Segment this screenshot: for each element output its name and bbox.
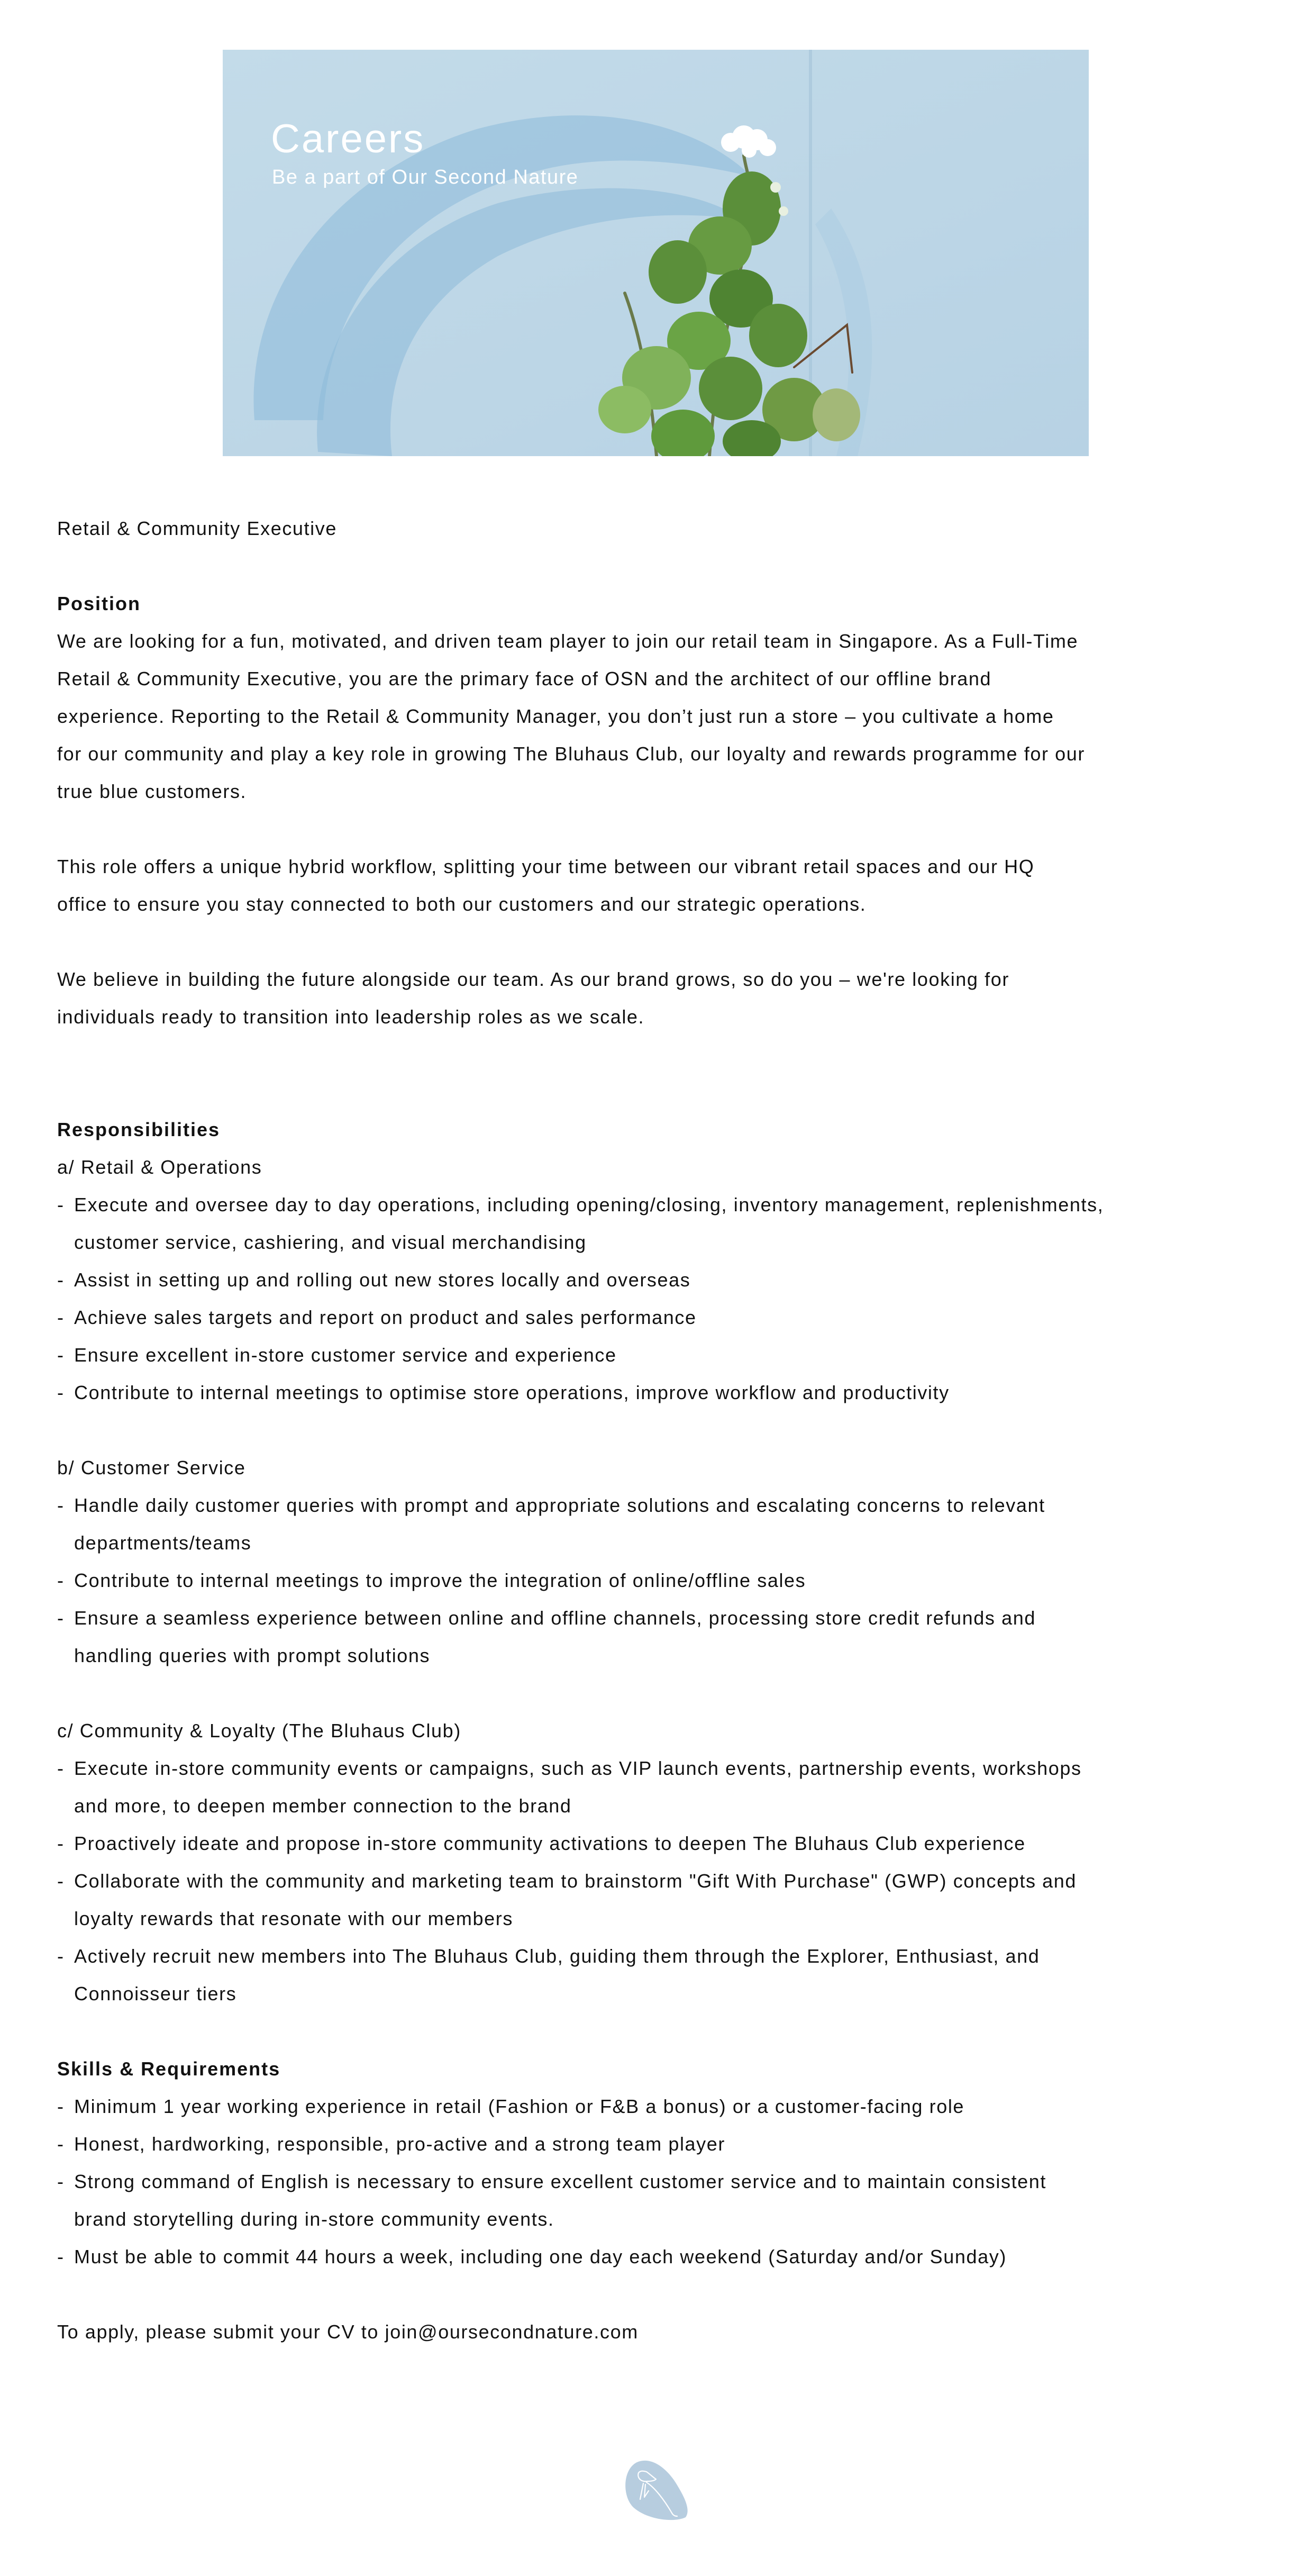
careers-banner bbox=[223, 50, 1089, 456]
bullet-marker: - bbox=[57, 1607, 65, 1629]
spacer bbox=[57, 1674, 1274, 1712]
paragraph-line: individuals ready to transition into leadership roles as we scale. bbox=[57, 1006, 645, 1028]
banner-image bbox=[223, 50, 1089, 456]
bullet-marker: - bbox=[57, 1194, 65, 1216]
bullet-marker: - bbox=[57, 1344, 65, 1366]
section-heading-skills: Skills & Requirements bbox=[57, 2058, 281, 2080]
list-item bbox=[57, 1299, 1274, 1336]
list-item-continuation: Connoisseur tiers bbox=[74, 1983, 237, 2004]
list-item-text: Execute and oversee day to day operations, including opening/closing, inventory management, replenishments, bbox=[74, 1194, 1104, 1216]
list-item bbox=[57, 1825, 1274, 1862]
list-item-continuation: departments/teams bbox=[74, 1532, 252, 1554]
bullet-marker: - bbox=[57, 1870, 65, 1892]
list-item-text: Contribute to internal meetings to improve the integration of online/offline sales bbox=[74, 1570, 806, 1591]
list-item-line bbox=[57, 2163, 1274, 2200]
list-item-text: Proactively ideate and propose in-store community activations to deepen The Bluhaus Club experience bbox=[74, 1833, 1026, 1854]
paragraph bbox=[57, 848, 1274, 923]
paragraph-line: This role offers a unique hybrid workflow, splitting your time between our vibrant retail spaces and our HQ bbox=[57, 856, 1035, 877]
list-item-continuation: customer service, cashiering, and visual merchandising bbox=[74, 1231, 587, 1253]
brand-logo-icon[interactable] bbox=[622, 2458, 691, 2521]
list-item bbox=[57, 1336, 1274, 1374]
list-item-text: Collaborate with the community and marketing team to brainstorm "Gift With Purchase" (GWP) concepts and bbox=[74, 1870, 1077, 1892]
list-item-text: Actively recruit new members into The Bluhaus Club, guiding them through the Explorer, Enthusiast, and bbox=[74, 1945, 1040, 1967]
list-item-line bbox=[57, 2238, 1274, 2275]
bullet-marker: - bbox=[57, 2096, 65, 2117]
spacer bbox=[57, 2012, 1274, 2050]
page-title: Careers bbox=[271, 116, 425, 161]
list-item bbox=[57, 1261, 1274, 1299]
section-heading-position: Position bbox=[57, 593, 141, 614]
list-item-text: Ensure a seamless experience between online and offline channels, processing store credit refunds and bbox=[74, 1607, 1036, 1629]
job-title: Retail & Community Executive bbox=[57, 518, 337, 539]
list-item-continuation: and more, to deepen member connection to the brand bbox=[74, 1795, 572, 1817]
list-item-text: Minimum 1 year working experience in retail (Fashion or F&B a bonus) or a customer-facing role bbox=[74, 2096, 965, 2117]
bullet-marker: - bbox=[57, 1570, 65, 1591]
list-item-text: Execute in-store community events or campaigns, such as VIP launch events, partnership events, workshops bbox=[74, 1757, 1082, 1779]
bullet-marker: - bbox=[57, 1757, 65, 1779]
list-item-line bbox=[57, 1374, 1274, 1411]
list-item-line bbox=[57, 1937, 1274, 1975]
responsibility-group bbox=[57, 1449, 1274, 1712]
job-description bbox=[57, 510, 1274, 2351]
paragraph-line: for our community and play a key role in growing The Bluhaus Club, our loyalty and rewards programme for our bbox=[57, 743, 1085, 765]
apply-text: To apply, please submit your CV to bbox=[57, 2321, 385, 2343]
list-item-continuation: brand storytelling during in-store community events. bbox=[74, 2208, 554, 2230]
spacer bbox=[57, 810, 1274, 848]
list-item-line bbox=[57, 1749, 1274, 1787]
list-item bbox=[57, 2125, 1274, 2163]
bullet-marker: - bbox=[57, 1307, 65, 1328]
group-title: b/ Customer Service bbox=[57, 1457, 246, 1479]
list-item-line bbox=[57, 1336, 1274, 1374]
apply-instructions bbox=[57, 2313, 1274, 2351]
list-item-text: Must be able to commit 44 hours a week, including one day each weekend (Saturday and/or Sunday) bbox=[74, 2246, 1007, 2267]
paragraph-line: true blue customers. bbox=[57, 781, 247, 802]
list-item-text: Honest, hardworking, responsible, pro-active and a strong team player bbox=[74, 2133, 725, 2155]
list-item bbox=[57, 2238, 1274, 2275]
apply-email-link[interactable]: join@oursecondnature.com bbox=[385, 2321, 639, 2343]
list-item-line bbox=[57, 1825, 1274, 1862]
list-item-line bbox=[57, 1562, 1274, 1599]
list-item-line bbox=[57, 1486, 1274, 1524]
paragraph bbox=[57, 960, 1274, 1036]
paragraph bbox=[57, 622, 1274, 810]
list-item-line bbox=[57, 1261, 1274, 1299]
bullet-marker: - bbox=[57, 1269, 65, 1291]
page-subtitle: Be a part of Our Second Nature bbox=[272, 166, 579, 188]
list-item-text: Ensure excellent in-store customer service and experience bbox=[74, 1344, 617, 1366]
group-title: a/ Retail & Operations bbox=[57, 1156, 262, 1178]
list-item-text: Strong command of English is necessary to ensure excellent customer service and to maintain consistent bbox=[74, 2171, 1047, 2192]
list-item-text: Contribute to internal meetings to optimise store operations, improve workflow and productivity bbox=[74, 1382, 950, 1403]
list-item-continuation: loyalty rewards that resonate with our members bbox=[74, 1908, 513, 1929]
list-item-continuation: handling queries with prompt solutions bbox=[74, 1645, 431, 1666]
paragraph-line: We believe in building the future alongside our team. As our brand grows, so do you – we're looking for bbox=[57, 968, 1009, 990]
bullet-marker: - bbox=[57, 1382, 65, 1403]
list-item bbox=[57, 1599, 1274, 1674]
group-title: c/ Community & Loyalty (The Bluhaus Club) bbox=[57, 1720, 461, 1741]
skills-list bbox=[57, 2088, 1274, 2275]
list-item-line bbox=[57, 2088, 1274, 2125]
list-item-line bbox=[57, 1186, 1274, 1223]
list-item bbox=[57, 2088, 1274, 2125]
bullet-marker: - bbox=[57, 1833, 65, 1854]
list-item-text: Achieve sales targets and report on product and sales performance bbox=[74, 1307, 697, 1328]
paragraph-line: We are looking for a fun, motivated, and driven team player to join our retail team in Singapore. As a Full-Time bbox=[57, 630, 1079, 652]
bullet-marker: - bbox=[57, 1494, 65, 1516]
bullet-marker: - bbox=[57, 2133, 65, 2155]
list-item-line bbox=[57, 1599, 1274, 1637]
list-item bbox=[57, 1562, 1274, 1599]
list-item bbox=[57, 1937, 1274, 2012]
spacer bbox=[57, 923, 1274, 960]
spacer bbox=[57, 547, 1274, 585]
list-item-text: Assist in setting up and rolling out new stores locally and overseas bbox=[74, 1269, 691, 1291]
spacer bbox=[57, 1073, 1274, 1111]
bullet-marker: - bbox=[57, 2171, 65, 2192]
list-item-text: Handle daily customer queries with prompt and appropriate solutions and escalating concerns to relevant bbox=[74, 1494, 1045, 1516]
list-item bbox=[57, 1374, 1274, 1411]
list-item bbox=[57, 1862, 1274, 1937]
paragraph-line: experience. Reporting to the Retail & Community Manager, you don’t just run a store – you cultivate a home bbox=[57, 705, 1054, 727]
spacer bbox=[57, 1036, 1274, 1073]
responsibilities-list bbox=[57, 1148, 1274, 2050]
bullet-marker: - bbox=[57, 1945, 65, 1967]
list-item bbox=[57, 1749, 1274, 1825]
list-item bbox=[57, 1486, 1274, 1562]
paragraph-line: Retail & Community Executive, you are the primary face of OSN and the architect of our offline brand bbox=[57, 668, 992, 690]
list-item-line bbox=[57, 1299, 1274, 1336]
list-item bbox=[57, 1186, 1274, 1261]
list-item-line bbox=[57, 1862, 1274, 1900]
section-heading-responsibilities: Responsibilities bbox=[57, 1119, 221, 1140]
responsibility-group bbox=[57, 1148, 1274, 1449]
responsibility-group bbox=[57, 1712, 1274, 2050]
list-item bbox=[57, 2163, 1274, 2238]
list-item-line bbox=[57, 2125, 1274, 2163]
spacer bbox=[57, 1411, 1274, 1449]
paragraph-line: office to ensure you stay connected to both our customers and our strategic operations. bbox=[57, 893, 867, 915]
bullet-marker: - bbox=[57, 2246, 65, 2267]
spacer bbox=[57, 2275, 1274, 2313]
position-description bbox=[57, 622, 1274, 1036]
